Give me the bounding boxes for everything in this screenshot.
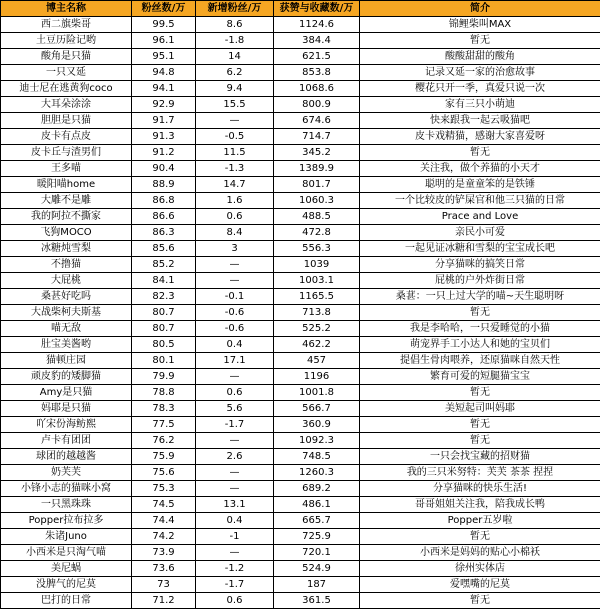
bio-cell: 哥哥姐姐关注我，陪我成长鸭 — [360, 497, 600, 513]
bio-cell: 亲民小可爱 — [360, 225, 600, 241]
followers-cell: 79.9 — [132, 369, 196, 385]
table-row — [1, 81, 600, 97]
followers-cell: 74.2 — [132, 529, 196, 545]
bio-cell: 关注我，做个养猫的小天才 — [360, 161, 600, 177]
new-followers-cell: 17.1 — [196, 353, 274, 369]
table-row — [1, 225, 600, 241]
new-followers-cell: 1.6 — [196, 193, 274, 209]
new-followers-cell: 0.6 — [196, 209, 274, 225]
likes-favorites-cell: 1092.3 — [274, 433, 360, 449]
followers-cell: 80.1 — [132, 353, 196, 369]
bio-cell: 一起见证冰糖和雪梨的宝宝成长吧 — [360, 241, 600, 257]
likes-favorites-cell: 801.7 — [274, 177, 360, 193]
new-followers-cell: -1.7 — [196, 417, 274, 433]
likes-favorites-cell: 853.8 — [274, 65, 360, 81]
followers-cell: 85.2 — [132, 257, 196, 273]
blogger-name-cell: 桑甚好吃吗 — [1, 289, 132, 305]
followers-cell: 80.7 — [132, 321, 196, 337]
followers-cell: 85.6 — [132, 241, 196, 257]
new-followers-cell: 5.6 — [196, 401, 274, 417]
bio-cell: 暂无 — [360, 417, 600, 433]
table-row — [1, 513, 600, 529]
new-followers-cell: 9.4 — [196, 81, 274, 97]
followers-cell: 82.3 — [132, 289, 196, 305]
followers-cell: 94.1 — [132, 81, 196, 97]
blogger-name-cell: 王多喵 — [1, 161, 132, 177]
blogger-name-cell: 冰糖炖雪梨 — [1, 241, 132, 257]
blogger-name-cell: 没脾气的尼莫 — [1, 577, 132, 593]
bio-cell: 一只会找宝藏的招财猫 — [360, 449, 600, 465]
bio-cell: 提倡生骨肉喂养，还原猫咪自然天性 — [360, 353, 600, 369]
likes-favorites-cell: 1068.6 — [274, 81, 360, 97]
blogger-name-cell: 酸角是只猫 — [1, 49, 132, 65]
blogger-name-cell: 顽皮豹的矮脚猫 — [1, 369, 132, 385]
bio-cell: 爱嘿嘴的尼莫 — [360, 577, 600, 593]
followers-cell: 91.2 — [132, 145, 196, 161]
blogger-name-cell: 吖宋份海鲂熙 — [1, 417, 132, 433]
blogger-name-cell: 妈耶是只猫 — [1, 401, 132, 417]
table-row — [1, 305, 600, 321]
likes-favorites-cell: 1039 — [274, 257, 360, 273]
table-row — [1, 177, 600, 193]
blogger-name-cell: 胆胆是只猫 — [1, 113, 132, 129]
new-followers-cell: 11.5 — [196, 145, 274, 161]
bio-cell: 暂无 — [360, 529, 600, 545]
followers-cell: 86.6 — [132, 209, 196, 225]
blogger-name-cell: 小西米是只淘气喵 — [1, 545, 132, 561]
table-row — [1, 433, 600, 449]
table-row — [1, 417, 600, 433]
table-row — [1, 385, 600, 401]
bio-cell: 繁育可爱的短腿猫宝宝 — [360, 369, 600, 385]
blogger-name-cell: Popper拉布拉多 — [1, 513, 132, 529]
bio-cell: 徐州实体店 — [360, 561, 600, 577]
new-followers-cell: 0.4 — [196, 513, 274, 529]
blogger-name-cell: 我的阿拉不撕家 — [1, 209, 132, 225]
likes-favorites-cell: 1389.9 — [274, 161, 360, 177]
new-followers-cell: -0.6 — [196, 321, 274, 337]
blogger-name-cell: 卢卡有团团 — [1, 433, 132, 449]
table-row — [1, 577, 600, 593]
table-header — [1, 1, 600, 17]
blogger-name-cell: 暖阳喵home — [1, 177, 132, 193]
table-row — [1, 337, 600, 353]
bio-cell: 分享猫咪的快乐生活! — [360, 481, 600, 497]
likes-favorites-cell: 1124.6 — [274, 17, 360, 33]
blogger-name-cell: 奶芙芙 — [1, 465, 132, 481]
header-bio: 简介 — [360, 1, 600, 17]
followers-cell: 74.4 — [132, 513, 196, 529]
bio-cell: 屁桃的户外炸街日常 — [360, 273, 600, 289]
table-row — [1, 401, 600, 417]
blogger-name-cell: 迪士尼在逃黄狗coco — [1, 81, 132, 97]
blogger-name-cell: Amy是只猫 — [1, 385, 132, 401]
blogger-name-cell: 大屁桃 — [1, 273, 132, 289]
followers-cell: 96.1 — [132, 33, 196, 49]
bio-cell: 暂无 — [360, 33, 600, 49]
new-followers-cell: 6.2 — [196, 65, 274, 81]
new-followers-cell: — — [196, 433, 274, 449]
new-followers-cell: -0.5 — [196, 129, 274, 145]
table-row — [1, 33, 600, 49]
bio-cell: 快来跟我一起云吸猫吧 — [360, 113, 600, 129]
likes-favorites-cell: 674.6 — [274, 113, 360, 129]
table-row — [1, 17, 600, 33]
followers-cell: 73.9 — [132, 545, 196, 561]
followers-cell: 77.5 — [132, 417, 196, 433]
new-followers-cell: -0.1 — [196, 289, 274, 305]
new-followers-cell: -1.8 — [196, 33, 274, 49]
likes-favorites-cell: 621.5 — [274, 49, 360, 65]
blogger-name-cell: 不撸猫 — [1, 257, 132, 273]
likes-favorites-cell: 384.4 — [274, 33, 360, 49]
bio-cell: 一个比较皮的铲屎官和他三只猫的日常 — [360, 193, 600, 209]
likes-favorites-cell: 665.7 — [274, 513, 360, 529]
followers-cell: 88.9 — [132, 177, 196, 193]
followers-cell: 80.5 — [132, 337, 196, 353]
likes-favorites-cell: 187 — [274, 577, 360, 593]
blogger-name-cell: 大战柴柯夫斯基 — [1, 305, 132, 321]
table-row — [1, 113, 600, 129]
table-row — [1, 65, 600, 81]
followers-cell: 84.1 — [132, 273, 196, 289]
new-followers-cell: 13.1 — [196, 497, 274, 513]
header-row — [1, 1, 600, 17]
table-row — [1, 273, 600, 289]
likes-favorites-cell: 472.8 — [274, 225, 360, 241]
followers-cell: 76.2 — [132, 433, 196, 449]
likes-favorites-cell: 524.9 — [274, 561, 360, 577]
table-row — [1, 145, 600, 161]
followers-cell: 78.8 — [132, 385, 196, 401]
likes-favorites-cell: 462.2 — [274, 337, 360, 353]
table-row — [1, 593, 600, 609]
followers-cell: 95.1 — [132, 49, 196, 65]
table-row — [1, 449, 600, 465]
bio-cell: 聪明的是童童笨的是铁锤 — [360, 177, 600, 193]
likes-favorites-cell: 1165.5 — [274, 289, 360, 305]
likes-favorites-cell: 725.9 — [274, 529, 360, 545]
table-row — [1, 193, 600, 209]
blogger-name-cell: 猫顿庄园 — [1, 353, 132, 369]
new-followers-cell: 8.4 — [196, 225, 274, 241]
header-new-followers: 新增粉丝/万 — [196, 1, 274, 17]
new-followers-cell: — — [196, 273, 274, 289]
likes-favorites-cell: 525.2 — [274, 321, 360, 337]
bio-cell: 锦鲤柴叫MAX — [360, 17, 600, 33]
table-row — [1, 161, 600, 177]
blogger-name-cell: 皮卡有点皮 — [1, 129, 132, 145]
header-followers: 粉丝数/万 — [132, 1, 196, 17]
likes-favorites-cell: 1001.8 — [274, 385, 360, 401]
bio-cell: 樱花只开一季，真爱只说一次 — [360, 81, 600, 97]
blogger-name-cell: 肚宝美酱哟 — [1, 337, 132, 353]
bio-cell: 暂无 — [360, 593, 600, 609]
blogger-name-cell: 喵无敌 — [1, 321, 132, 337]
new-followers-cell: 3 — [196, 241, 274, 257]
bio-cell: 记录又延一家的治愈故事 — [360, 65, 600, 81]
followers-cell: 91.3 — [132, 129, 196, 145]
table-row — [1, 465, 600, 481]
new-followers-cell: — — [196, 257, 274, 273]
followers-cell: 99.5 — [132, 17, 196, 33]
followers-cell: 78.3 — [132, 401, 196, 417]
new-followers-cell: 8.6 — [196, 17, 274, 33]
likes-favorites-cell: 714.7 — [274, 129, 360, 145]
blogger-name-cell: 巴打的日常 — [1, 593, 132, 609]
followers-cell: 94.8 — [132, 65, 196, 81]
new-followers-cell: — — [196, 545, 274, 561]
bio-cell: 家有三只小萌迪 — [360, 97, 600, 113]
followers-cell: 86.3 — [132, 225, 196, 241]
bio-cell: 暂无 — [360, 433, 600, 449]
new-followers-cell: — — [196, 113, 274, 129]
blogger-name-cell: 大耳朵涂涂 — [1, 97, 132, 113]
likes-favorites-cell: 566.7 — [274, 401, 360, 417]
likes-favorites-cell: 713.8 — [274, 305, 360, 321]
likes-favorites-cell: 748.5 — [274, 449, 360, 465]
table-row — [1, 289, 600, 305]
bio-cell: 暂无 — [360, 145, 600, 161]
table-row — [1, 497, 600, 513]
followers-cell: 80.7 — [132, 305, 196, 321]
table-row — [1, 321, 600, 337]
blogger-name-cell: 土豆历险记哟 — [1, 33, 132, 49]
table-row — [1, 129, 600, 145]
new-followers-cell: 14 — [196, 49, 274, 65]
likes-favorites-cell: 486.1 — [274, 497, 360, 513]
bio-cell: 美短起司叫妈耶 — [360, 401, 600, 417]
blogger-name-cell: 大雕不是雕 — [1, 193, 132, 209]
new-followers-cell: — — [196, 369, 274, 385]
bio-cell: Prace and Love — [360, 209, 600, 225]
followers-cell: 86.8 — [132, 193, 196, 209]
new-followers-cell: -1.2 — [196, 561, 274, 577]
blogger-name-cell: 一只又延 — [1, 65, 132, 81]
table-row — [1, 481, 600, 497]
likes-favorites-cell: 1003.1 — [274, 273, 360, 289]
new-followers-cell: 0.6 — [196, 385, 274, 401]
blogger-name-cell: 美尼蜗 — [1, 561, 132, 577]
new-followers-cell: 0.4 — [196, 337, 274, 353]
likes-favorites-cell: 689.2 — [274, 481, 360, 497]
new-followers-cell: — — [196, 465, 274, 481]
bio-cell: 桑葚：一只上过大学的喵~天生聪明呀 — [360, 289, 600, 305]
bio-cell: 暂无 — [360, 385, 600, 401]
followers-cell: 92.9 — [132, 97, 196, 113]
table-row — [1, 529, 600, 545]
table-row — [1, 209, 600, 225]
blogger-name-cell: 一只黑珠珠 — [1, 497, 132, 513]
likes-favorites-cell: 360.9 — [274, 417, 360, 433]
followers-cell: 71.2 — [132, 593, 196, 609]
followers-cell: 75.9 — [132, 449, 196, 465]
bio-cell: 小西米是妈妈的贴心小棉袄 — [360, 545, 600, 561]
bio-cell: 我的三只米努特：芙芙 茶茶 捏捏 — [360, 465, 600, 481]
likes-favorites-cell: 457 — [274, 353, 360, 369]
table-row — [1, 97, 600, 113]
new-followers-cell: 14.7 — [196, 177, 274, 193]
header-likes-favorites: 获赞与收藏数/万 — [274, 1, 360, 17]
bio-cell: 暂无 — [360, 305, 600, 321]
bio-cell: 酸酸甜甜的酸角 — [360, 49, 600, 65]
new-followers-cell: -0.6 — [196, 305, 274, 321]
likes-favorites-cell: 361.5 — [274, 593, 360, 609]
header-blogger-name: 博主名称 — [1, 1, 132, 17]
table-row — [1, 257, 600, 273]
new-followers-cell: 2.6 — [196, 449, 274, 465]
bio-cell: 我是李哈哈，一只爱睡觉的小猫 — [360, 321, 600, 337]
followers-cell: 74.5 — [132, 497, 196, 513]
blogger-name-cell: 球团的越越酱 — [1, 449, 132, 465]
table-row — [1, 241, 600, 257]
table-row — [1, 545, 600, 561]
followers-cell: 73 — [132, 577, 196, 593]
table-row — [1, 353, 600, 369]
blogger-name-cell: 皮卡丘与渣男们 — [1, 145, 132, 161]
followers-cell: 90.4 — [132, 161, 196, 177]
followers-cell: 91.7 — [132, 113, 196, 129]
table-row — [1, 49, 600, 65]
bio-cell: 分享猫咪的搞笑日常 — [360, 257, 600, 273]
followers-cell: 75.3 — [132, 481, 196, 497]
table-row — [1, 561, 600, 577]
likes-favorites-cell: 1260.3 — [274, 465, 360, 481]
blogger-name-cell: 朱诸Juno — [1, 529, 132, 545]
blogger-name-cell: 西二旗柴哥 — [1, 17, 132, 33]
followers-cell: 75.6 — [132, 465, 196, 481]
followers-cell: 73.6 — [132, 561, 196, 577]
likes-favorites-cell: 1060.3 — [274, 193, 360, 209]
new-followers-cell: -1.7 — [196, 577, 274, 593]
new-followers-cell: — — [196, 481, 274, 497]
blogger-name-cell: 小锋小志的猫咪小窝 — [1, 481, 132, 497]
bio-cell: 皮卡戏精猫，感谢大家喜爱呀 — [360, 129, 600, 145]
new-followers-cell: 15.5 — [196, 97, 274, 113]
likes-favorites-cell: 345.2 — [274, 145, 360, 161]
new-followers-cell: -1 — [196, 529, 274, 545]
likes-favorites-cell: 556.3 — [274, 241, 360, 257]
likes-favorites-cell: 800.9 — [274, 97, 360, 113]
blogger-name-cell: 飞狗MOCO — [1, 225, 132, 241]
table-body — [1, 17, 600, 609]
new-followers-cell: 0.6 — [196, 593, 274, 609]
bio-cell: Popper五岁啦 — [360, 513, 600, 529]
likes-favorites-cell: 720.1 — [274, 545, 360, 561]
bio-cell: 萌宠界手工小达人和她的宝贝们 — [360, 337, 600, 353]
new-followers-cell: -1.3 — [196, 161, 274, 177]
table-row — [1, 369, 600, 385]
likes-favorites-cell: 488.5 — [274, 209, 360, 225]
likes-favorites-cell: 1196 — [274, 369, 360, 385]
